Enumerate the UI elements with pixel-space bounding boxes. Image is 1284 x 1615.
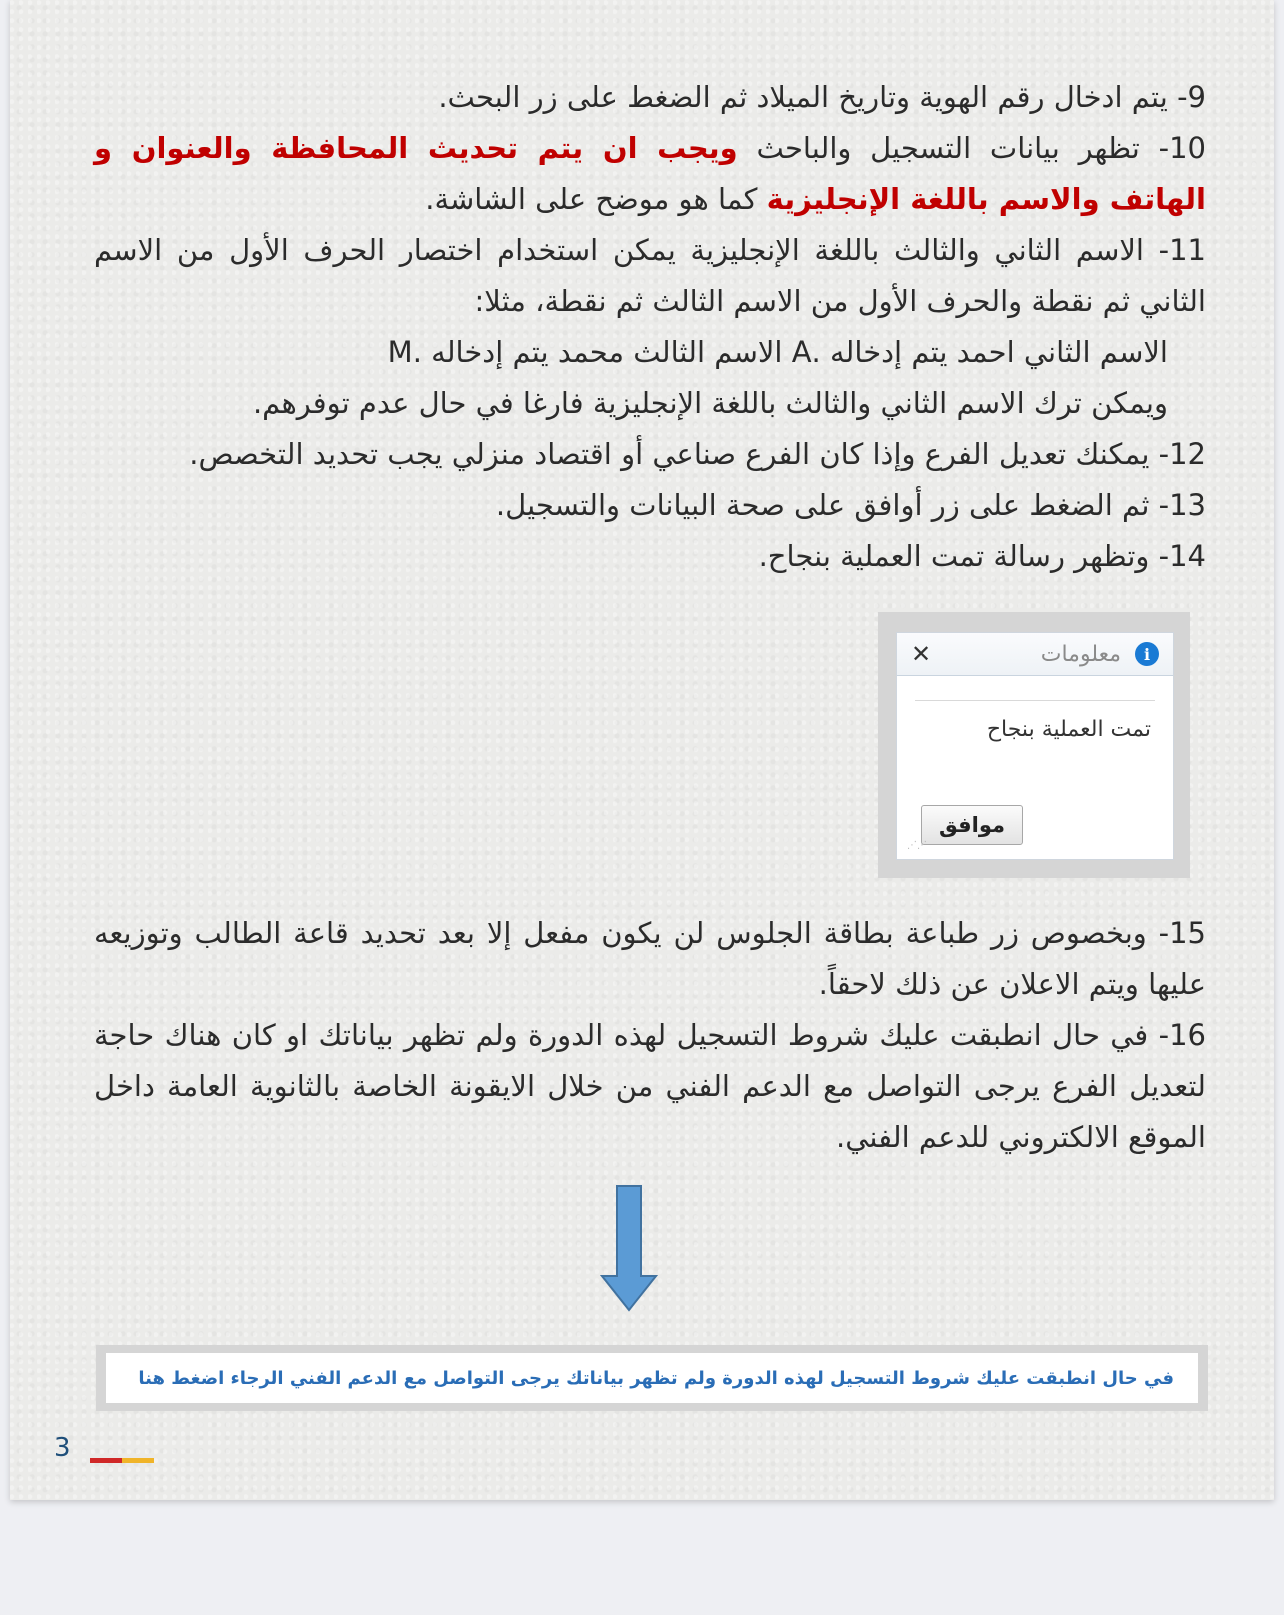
dialog-divider: [915, 700, 1155, 701]
down-arrow-icon: [600, 1184, 658, 1312]
step-10-end: كما هو موضح على الشاشة.: [425, 182, 767, 216]
step-10-text: 10- تظهر بيانات التسجيل والباحث: [737, 131, 1206, 165]
instructions-lower: [94, 908, 1206, 1163]
support-link-box: [96, 1345, 1208, 1411]
step-12: 12- يمكنك تعديل الفرع وإذا كان الفرع صناعي أو اقتصاد منزلي يجب تحديد التخصص.: [189, 437, 1206, 471]
info-icon: i: [1135, 642, 1159, 666]
step-11-example: الاسم الثاني احمد يتم إدخاله .A الاسم الثالث محمد يتم إدخاله .M: [387, 335, 1168, 369]
step-10-highlight: ويجب ان يتم تحديث المحافظة والعنوان و الهاتف والاسم باللغة الإنجليزية: [94, 131, 1206, 216]
resize-grip-icon[interactable]: ⋰⋰: [907, 840, 927, 851]
step-14: 14- وتظهر رسالة تمت العملية بنجاح.: [758, 539, 1206, 573]
dialog-header: [897, 633, 1173, 676]
support-link[interactable]: في حال انطبقت عليك شروط التسجيل لهذه الدورة ولم تظهر بياناتك يرجى التواصل مع الدعم الفني الرجاء اضغط هنا: [138, 1367, 1174, 1389]
step-16: 16- في حال انطبقت عليك شروط التسجيل لهذه الدورة ولم تظهر بياناتك او كان هناك حاجة لتعديل الفرع يرجى التواصل مع الدعم الفني من خلال الايقونة الخاصة بالثانوية العامة داخل الموقع الالكتروني للدعم الفني.: [94, 1018, 1206, 1154]
info-dialog: [896, 632, 1174, 860]
close-icon[interactable]: ✕: [911, 640, 932, 668]
step-11-note: ويمكن ترك الاسم الثاني والثالث باللغة الإنجليزية فارغا في حال عدم توفرهم.: [252, 386, 1168, 420]
dialog-screenshot: [878, 612, 1190, 878]
ok-button[interactable]: موافق: [921, 805, 1023, 845]
document-page: [10, 0, 1274, 1500]
step-15: 15- وبخصوص زر طباعة بطاقة الجلوس لن يكون مفعل إلا بعد تحديد قاعة الطالب وتوزيعه عليها ويتم الاعلان عن ذلك لاحقاً.: [94, 916, 1206, 1001]
step-11: 11- الاسم الثاني والثالث باللغة الإنجليزية يمكن استخدام اختصار الحرف الأول من الاسم الثاني ثم نقطة والحرف الأول من الاسم الثالث ثم نقطة، مثلا:: [94, 233, 1206, 318]
step-9: 9- يتم ادخال رقم الهوية وتاريخ الميلاد ثم الضغط على زر البحث.: [438, 80, 1206, 114]
instructions-upper: [94, 72, 1206, 582]
step-13: 13- ثم الضغط على زر أوافق على صحة البيانات والتسجيل.: [495, 488, 1206, 522]
dialog-title: معلومات: [1040, 641, 1121, 667]
page-number: 3: [54, 1433, 71, 1463]
support-link-inner: [106, 1353, 1198, 1403]
footer-accent-line: [90, 1458, 154, 1463]
dialog-message: تمت العملية بنجاح: [986, 717, 1151, 742]
step-10: [94, 123, 1206, 225]
